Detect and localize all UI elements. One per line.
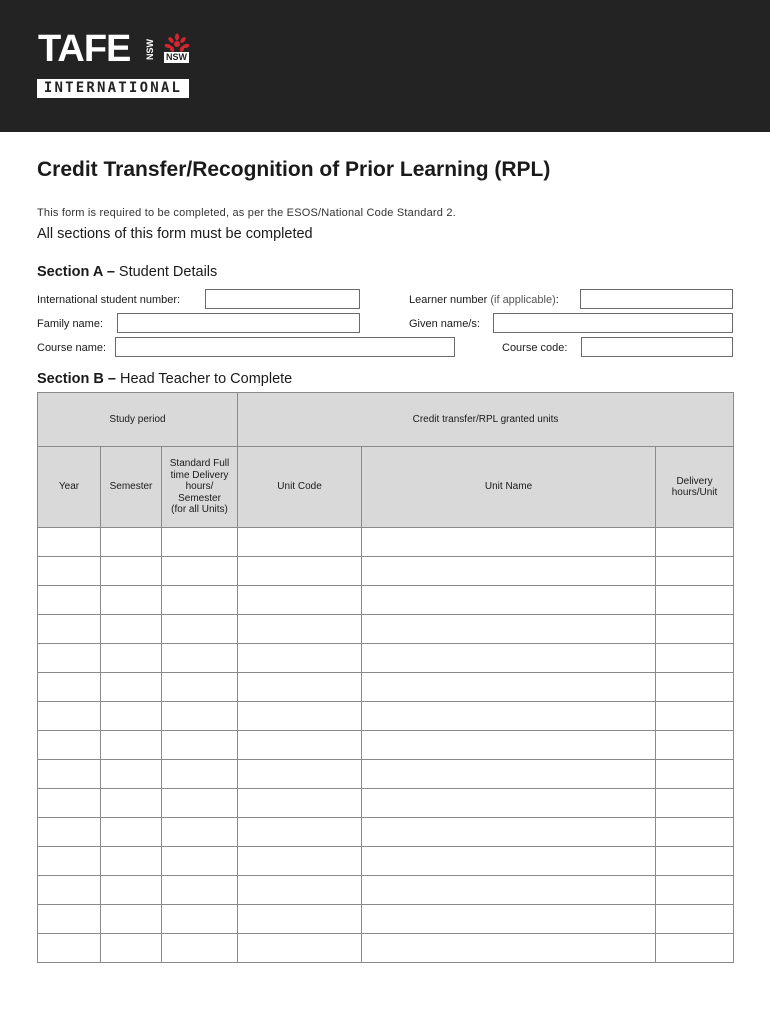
standard-hours-cell[interactable]: [162, 760, 238, 789]
semester-cell[interactable]: [101, 905, 162, 934]
logo-nsw-small: NSW: [166, 52, 187, 62]
year-cell[interactable]: [38, 586, 101, 615]
table-row: [38, 876, 734, 905]
standard-hours-cell[interactable]: [162, 528, 238, 557]
year-column-header: Year: [38, 447, 101, 528]
year-cell[interactable]: [38, 557, 101, 586]
table-row: [38, 702, 734, 731]
unit-code-column-header: Unit Code: [238, 447, 362, 528]
credit-transfer-table: [37, 392, 734, 963]
delivery-hours-cell[interactable]: [656, 557, 734, 586]
table-row: [38, 615, 734, 644]
international-student-number-label: International student number:: [37, 294, 181, 306]
table-row: [38, 557, 734, 586]
unit-name-cell[interactable]: [362, 934, 656, 963]
table-row: [38, 847, 734, 876]
delivery-hours-cell[interactable]: [656, 876, 734, 905]
page-title: Credit Transfer/Recognition of Prior Learning (RPL): [37, 158, 551, 181]
standard-hours-cell[interactable]: [162, 586, 238, 615]
credit-transfer-header: Credit transfer/RPL granted units: [238, 393, 734, 447]
standard-hours-cell[interactable]: [162, 731, 238, 760]
learner-number-label-text: Learner number: [409, 294, 488, 306]
table-row: [38, 818, 734, 847]
section-b-title: Head Teacher to Complete: [120, 371, 293, 387]
course-code-field[interactable]: [581, 337, 733, 357]
unit-name-cell[interactable]: [362, 760, 656, 789]
learner-number-field[interactable]: [580, 289, 733, 309]
semester-cell[interactable]: [101, 760, 162, 789]
table-row: [38, 905, 734, 934]
delivery-hours-line: hours/Unit: [671, 487, 718, 498]
given-names-field[interactable]: [493, 313, 733, 333]
semester-cell[interactable]: [101, 586, 162, 615]
course-code-label: Course code:: [502, 342, 568, 354]
semester-cell[interactable]: [101, 615, 162, 644]
standard-hours-cell[interactable]: [162, 847, 238, 876]
section-a-title: Student Details: [118, 264, 218, 280]
table-row: [38, 934, 734, 963]
section-b-prefix: Section B –: [37, 371, 116, 387]
semester-cell[interactable]: [101, 731, 162, 760]
learner-number-label: [409, 294, 559, 306]
year-cell[interactable]: [38, 905, 101, 934]
semester-cell[interactable]: [101, 528, 162, 557]
unit-name-column-header: Unit Name: [362, 447, 656, 528]
year-cell[interactable]: [38, 615, 101, 644]
standard-hours-line: hours/: [185, 481, 214, 493]
unit-code-cell[interactable]: [238, 528, 362, 557]
delivery-hours-cell[interactable]: [656, 760, 734, 789]
year-cell[interactable]: [38, 847, 101, 876]
standard-hours-cell[interactable]: [162, 934, 238, 963]
year-cell[interactable]: [38, 818, 101, 847]
standard-hours-cell[interactable]: [162, 818, 238, 847]
learner-number-note: (if applicable): [490, 294, 556, 306]
unit-code-cell[interactable]: [238, 760, 362, 789]
standard-hours-cell[interactable]: [162, 789, 238, 818]
delivery-hours-cell[interactable]: [656, 615, 734, 644]
unit-name-cell[interactable]: [362, 876, 656, 905]
unit-name-cell[interactable]: [362, 731, 656, 760]
course-name-label: Course name:: [37, 342, 107, 354]
unit-code-cell[interactable]: [238, 644, 362, 673]
delivery-hours-cell[interactable]: [656, 673, 734, 702]
unit-code-cell[interactable]: [238, 731, 362, 760]
delivery-hours-cell[interactable]: [656, 847, 734, 876]
standard-hours-line: time Delivery: [170, 469, 229, 481]
standard-hours-cell[interactable]: [162, 615, 238, 644]
standard-hours-line: Semester: [178, 492, 221, 504]
year-cell[interactable]: [38, 934, 101, 963]
standard-hours-cell[interactable]: [162, 644, 238, 673]
logo-international: INTERNATIONAL: [37, 79, 189, 98]
standard-hours-cell[interactable]: [162, 702, 238, 731]
delivery-hours-cell[interactable]: [656, 528, 734, 557]
section-a-prefix: Section A –: [37, 264, 115, 280]
year-cell[interactable]: [38, 876, 101, 905]
learner-number-colon: :: [555, 294, 559, 306]
semester-cell[interactable]: [101, 934, 162, 963]
semester-column-header: Semester: [101, 447, 162, 528]
year-cell[interactable]: [38, 528, 101, 557]
year-cell[interactable]: [38, 731, 101, 760]
unit-name-cell[interactable]: [362, 789, 656, 818]
standard-hours-cell[interactable]: [162, 673, 238, 702]
unit-name-cell[interactable]: [362, 557, 656, 586]
unit-code-cell[interactable]: [238, 818, 362, 847]
header-banner: [0, 0, 770, 132]
unit-name-cell[interactable]: [362, 586, 656, 615]
unit-code-cell[interactable]: [238, 789, 362, 818]
intro-text: This form is required to be completed, as per the ESOS/National Code Standard 2.: [37, 207, 456, 219]
unit-code-cell[interactable]: [238, 702, 362, 731]
year-cell[interactable]: [38, 702, 101, 731]
unit-code-cell[interactable]: [238, 847, 362, 876]
section-a-heading: [37, 264, 217, 280]
semester-cell[interactable]: [101, 673, 162, 702]
unit-code-cell[interactable]: [238, 673, 362, 702]
unit-code-cell[interactable]: [238, 876, 362, 905]
unit-code-cell[interactable]: [238, 586, 362, 615]
semester-cell[interactable]: [101, 847, 162, 876]
delivery-hours-line: Delivery: [676, 475, 713, 487]
delivery-hours-cell[interactable]: [656, 644, 734, 673]
standard-hours-cell[interactable]: [162, 876, 238, 905]
table-row: [38, 760, 734, 789]
semester-cell[interactable]: [101, 818, 162, 847]
unit-code-cell[interactable]: [238, 615, 362, 644]
semester-cell[interactable]: [101, 876, 162, 905]
delivery-hours-cell[interactable]: [656, 731, 734, 760]
unit-name-cell[interactable]: [362, 818, 656, 847]
semester-cell[interactable]: [101, 557, 162, 586]
table-row: [38, 731, 734, 760]
instruction-text: All sections of this form must be completed: [37, 226, 313, 242]
study-period-header: Study period: [38, 393, 238, 447]
standard-hours-cell[interactable]: [162, 557, 238, 586]
unit-name-cell[interactable]: [362, 847, 656, 876]
unit-name-cell[interactable]: [362, 905, 656, 934]
delivery-hours-column-header: [656, 447, 734, 528]
standard-hours-column-header: [162, 447, 238, 528]
year-cell[interactable]: [38, 644, 101, 673]
year-cell[interactable]: [38, 673, 101, 702]
delivery-hours-cell[interactable]: [656, 818, 734, 847]
course-name-field[interactable]: [115, 337, 455, 357]
semester-cell[interactable]: [101, 702, 162, 731]
logo-nsw-vertical: NSW: [145, 39, 155, 61]
standard-hours-cell[interactable]: [162, 905, 238, 934]
delivery-hours-cell[interactable]: [656, 702, 734, 731]
unit-name-cell[interactable]: [362, 615, 656, 644]
standard-hours-line: (for all Units): [171, 504, 228, 516]
table-row: [38, 673, 734, 702]
table-row: [38, 528, 734, 557]
semester-cell[interactable]: [101, 644, 162, 673]
unit-name-cell[interactable]: [362, 673, 656, 702]
semester-cell[interactable]: [101, 789, 162, 818]
unit-name-cell[interactable]: [362, 528, 656, 557]
delivery-hours-cell[interactable]: [656, 586, 734, 615]
table-row: [38, 789, 734, 818]
unit-name-cell[interactable]: [362, 644, 656, 673]
family-name-label: Family name:: [37, 318, 104, 330]
delivery-hours-cell[interactable]: [656, 934, 734, 963]
year-cell[interactable]: [38, 789, 101, 818]
delivery-hours-cell[interactable]: [656, 905, 734, 934]
family-name-field[interactable]: [117, 313, 360, 333]
unit-name-cell[interactable]: [362, 702, 656, 731]
international-student-number-field[interactable]: [205, 289, 360, 309]
table-body: [38, 528, 734, 963]
given-names-label: Given name/s:: [409, 318, 480, 330]
delivery-hours-cell[interactable]: [656, 789, 734, 818]
table-row: [38, 586, 734, 615]
year-cell[interactable]: [38, 760, 101, 789]
standard-hours-line: Standard Full: [169, 458, 230, 470]
unit-code-cell[interactable]: [238, 905, 362, 934]
unit-code-cell[interactable]: [238, 557, 362, 586]
section-b-heading: [37, 371, 292, 387]
table-row: [38, 644, 734, 673]
unit-code-cell[interactable]: [238, 934, 362, 963]
tafe-logo-text: TAFE: [38, 28, 131, 70]
